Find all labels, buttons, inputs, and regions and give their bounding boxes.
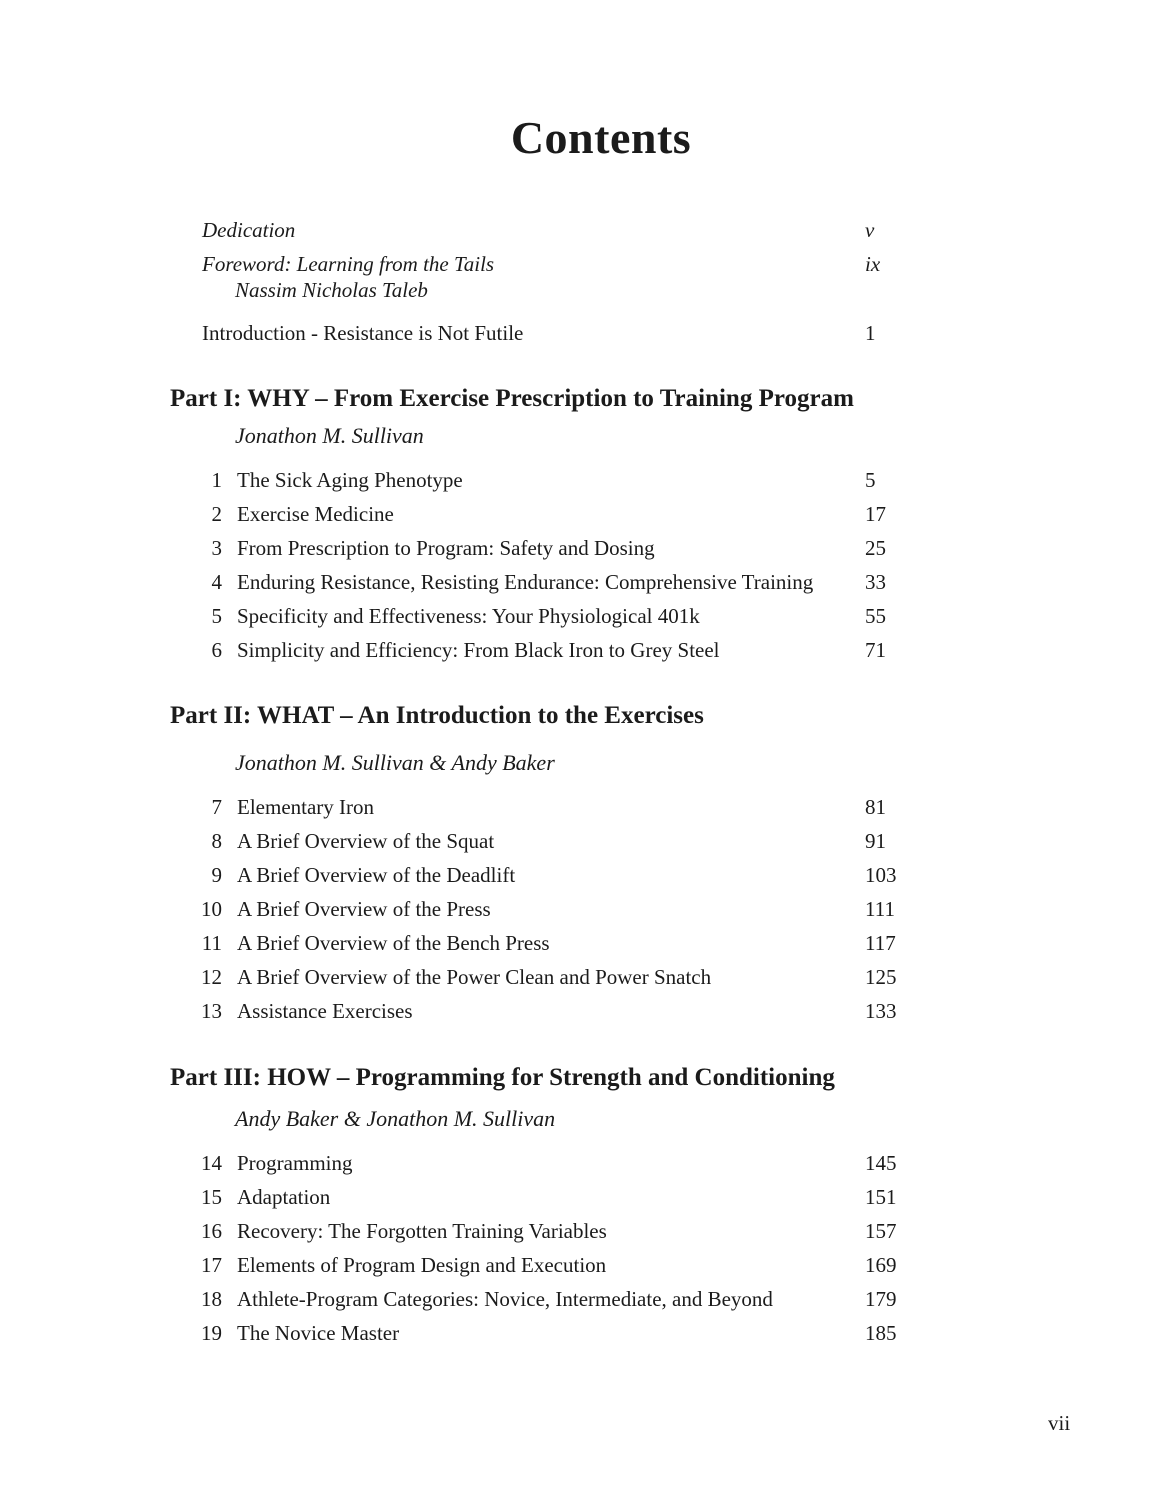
chapter-page: 5 [865,468,876,492]
chapter-number: 17 [201,1253,222,1277]
chapter-row [170,565,960,599]
chapter-number: 4 [211,570,222,594]
front-matter-section [170,213,960,350]
folio-page-number: vii [1048,1411,1071,1435]
chapter-number: 16 [201,1219,222,1243]
chapter-row [170,926,960,960]
part-2-section [170,700,960,1028]
chapter-page: 169 [865,1253,897,1277]
chapter-title: Elements of Program Design and Execution [237,1253,607,1277]
chapter-page: 133 [865,999,897,1023]
chapter-row [170,463,960,497]
toc-entry-introduction [170,316,960,350]
chapter-title: Exercise Medicine [237,502,394,526]
chapter-title: Athlete-Program Categories: Novice, Intermediate, and Beyond [237,1287,773,1311]
chapter-title: Programming [237,1151,353,1175]
chapter-row [170,824,960,858]
chapter-page: 151 [865,1185,897,1209]
toc-entry-page: v [865,218,875,242]
chapter-page: 81 [865,795,886,819]
chapter-title: A Brief Overview of the Press [237,897,491,921]
part-2-chapters [170,790,960,1028]
chapter-title: Adaptation [237,1185,331,1209]
chapter-title: From Prescription to Program: Safety and Dosing [237,536,655,560]
chapter-page: 111 [865,897,895,921]
chapter-number: 11 [201,931,222,955]
chapter-row [170,531,960,565]
chapter-page: 103 [865,863,897,887]
part-1-section [170,383,960,667]
toc-entry-label: Foreword: Learning from the Tails [202,252,495,276]
chapter-row [170,892,960,926]
chapter-page: 33 [865,570,886,594]
chapter-row [170,633,960,667]
chapter-page: 145 [865,1151,897,1175]
chapter-page: 17 [865,502,886,526]
chapter-title: A Brief Overview of the Power Clean and Power Snatch [237,965,712,989]
chapter-number: 3 [211,536,222,560]
chapter-number: 12 [201,965,222,989]
part-1-chapters [170,463,960,667]
chapter-title: Recovery: The Forgotten Training Variables [237,1219,607,1243]
part-3-section [170,1062,960,1350]
toc-entry-label: Introduction - Resistance is Not Futile [202,321,524,345]
chapter-title: Assistance Exercises [237,999,413,1023]
chapter-title: Elementary Iron [237,795,375,819]
chapter-number: 19 [201,1321,222,1345]
chapter-row [170,994,960,1028]
chapter-number: 15 [201,1185,222,1209]
chapter-row [170,960,960,994]
chapter-number: 8 [211,829,222,853]
chapter-page: 71 [865,638,886,662]
chapter-number: 1 [211,468,222,492]
chapter-number: 2 [211,502,222,526]
part-1-authors: Jonathon M. Sullivan [235,423,424,448]
chapter-title: Specificity and Effectiveness: Your Physiological 401k [237,604,700,628]
chapter-number: 13 [201,999,222,1023]
part-2-authors: Jonathon M. Sullivan & Andy Baker [235,750,555,775]
chapter-number: 9 [211,863,222,887]
toc-entry-page: ix [865,252,881,276]
foreword-author: Nassim Nicholas Taleb [235,278,428,302]
chapter-title: Enduring Resistance, Resisting Endurance: Comprehensive Training [237,570,814,594]
chapter-page: 55 [865,604,886,628]
chapter-row [170,1214,960,1248]
chapter-number: 6 [211,638,222,662]
toc-entry-foreword [170,247,960,281]
chapter-title: A Brief Overview of the Deadlift [237,863,516,887]
toc-entry-page: 1 [865,321,876,345]
chapter-title: Simplicity and Efficiency: From Black Iron to Grey Steel [237,638,720,662]
chapter-row [170,1180,960,1214]
chapter-title: The Sick Aging Phenotype [237,468,463,492]
part-3-chapters [170,1146,960,1350]
chapter-row [170,1146,960,1180]
toc-content [170,0,960,1350]
chapter-page: 179 [865,1287,897,1311]
chapter-page: 185 [865,1321,897,1345]
chapter-number: 14 [201,1151,222,1175]
part-3-heading: Part III: HOW – Programming for Strength and Conditioning [170,1064,835,1091]
chapter-row [170,790,960,824]
chapter-title: The Novice Master [237,1321,400,1345]
chapter-row [170,599,960,633]
chapter-number: 7 [211,795,222,819]
chapter-number: 5 [211,604,222,628]
chapter-title: A Brief Overview of the Squat [237,829,495,853]
chapter-number: 10 [201,897,222,921]
chapter-row [170,1316,960,1350]
chapter-row [170,1248,960,1282]
chapter-row [170,497,960,531]
chapter-page: 91 [865,829,886,853]
chapter-row [170,1282,960,1316]
toc-entry-label: Dedication [202,218,296,242]
chapter-number: 18 [201,1287,222,1311]
chapter-page: 157 [865,1219,897,1243]
toc-entry-dedication [170,213,960,247]
page-title: Contents [510,112,692,163]
part-3-authors: Andy Baker & Jonathon M. Sullivan [235,1106,556,1131]
part-2-heading: Part II: WHAT – An Introduction to the Exercises [170,702,704,729]
part-1-heading: Part I: WHY – From Exercise Prescription to Training Program [170,385,854,412]
chapter-title: A Brief Overview of the Bench Press [237,931,550,955]
chapter-row [170,858,960,892]
chapter-page: 125 [865,965,897,989]
chapter-page: 117 [865,931,896,955]
chapter-page: 25 [865,536,886,560]
